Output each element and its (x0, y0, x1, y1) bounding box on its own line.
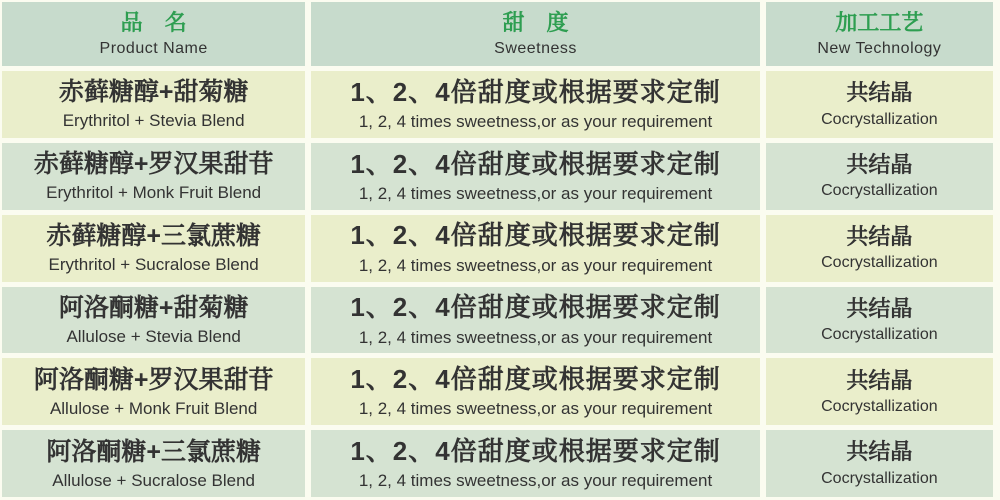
technology-cell (766, 358, 993, 425)
technology-cell (766, 143, 993, 210)
technology-zh: 共结晶 (846, 439, 913, 465)
product-name-en: Allulose + Sucralose Blend (52, 470, 255, 490)
product-name-zh: 阿洛酮糖+罗汉果甜苷 (33, 365, 274, 394)
product-name-zh: 赤藓糖醇+三氯蔗糖 (46, 222, 261, 251)
technology-cell (766, 430, 993, 497)
sweetness-cell (311, 143, 759, 210)
technology-cell (766, 215, 993, 282)
sweetness-zh: 1、2、4倍甜度或根据要求定制 (350, 435, 721, 466)
sweetness-en: 1, 2, 4 times sweetness,or as your requirement (358, 327, 713, 347)
product-cell (2, 215, 305, 282)
product-cell (2, 358, 305, 425)
header-product-name-en: Product Name (99, 39, 208, 57)
header-product-name-zh: 品 名 (120, 10, 187, 36)
header-sweetness-zh: 甜 度 (502, 10, 569, 36)
header-cell-product-name (2, 2, 305, 66)
product-name-en: Allulose + Monk Fruit Blend (49, 398, 258, 418)
technology-en: Cocrystallization (821, 182, 938, 200)
technology-en: Cocrystallization (821, 326, 938, 344)
product-cell (2, 71, 305, 138)
header-sweetness-en: Sweetness (494, 39, 577, 57)
sweetness-cell (311, 358, 759, 425)
sweetness-cell (311, 430, 759, 497)
technology-zh: 共结晶 (846, 152, 913, 178)
sweetness-zh: 1、2、4倍甜度或根据要求定制 (350, 76, 721, 107)
sweetness-en: 1, 2, 4 times sweetness,or as your requirement (358, 399, 713, 419)
header-cell-technology (766, 2, 993, 66)
header-technology-zh: 加工工艺 (835, 10, 924, 36)
product-name-zh: 阿洛酮糖+甜菊糖 (58, 293, 249, 322)
technology-cell (766, 287, 993, 354)
sweetness-en: 1, 2, 4 times sweetness,or as your requirement (358, 255, 713, 275)
technology-cell (766, 71, 993, 138)
sweetness-cell (311, 71, 759, 138)
sweetness-en: 1, 2, 4 times sweetness,or as your requirement (358, 112, 713, 131)
product-cell (2, 430, 305, 497)
technology-en: Cocrystallization (821, 254, 938, 272)
technology-en: Cocrystallization (821, 110, 938, 128)
sweetness-zh: 1、2、4倍甜度或根据要求定制 (350, 148, 721, 179)
header-cell-sweetness (311, 2, 759, 66)
product-name-zh: 赤藓糖醇+甜菊糖 (58, 78, 249, 107)
product-cell (2, 287, 305, 354)
technology-zh: 共结晶 (846, 367, 913, 393)
technology-zh: 共结晶 (846, 223, 913, 249)
sweetness-cell (311, 215, 759, 282)
product-name-en: Erythritol + Sucralose Blend (48, 255, 259, 275)
sweetness-zh: 1、2、4倍甜度或根据要求定制 (350, 220, 721, 251)
technology-en: Cocrystallization (821, 397, 938, 415)
technology-en: Cocrystallization (821, 469, 938, 487)
product-name-en: Allulose + Stevia Blend (66, 326, 241, 346)
sweetness-cell (311, 287, 759, 354)
product-name-en: Erythritol + Monk Fruit Blend (46, 183, 262, 203)
technology-zh: 共结晶 (846, 80, 913, 106)
product-name-en: Erythritol + Stevia Blend (62, 111, 245, 131)
product-cell (2, 143, 305, 210)
sweetness-en: 1, 2, 4 times sweetness,or as your requirement (358, 471, 713, 491)
product-name-zh: 阿洛酮糖+三氯蔗糖 (46, 437, 261, 466)
technology-zh: 共结晶 (846, 295, 913, 321)
sweetness-zh: 1、2、4倍甜度或根据要求定制 (350, 364, 721, 395)
product-name-zh: 赤藓糖醇+罗汉果甜苷 (33, 150, 274, 179)
header-technology-en: New Technology (817, 39, 942, 57)
sweetness-en: 1, 2, 4 times sweetness,or as your requirement (358, 183, 713, 203)
sweetness-zh: 1、2、4倍甜度或根据要求定制 (350, 292, 721, 323)
